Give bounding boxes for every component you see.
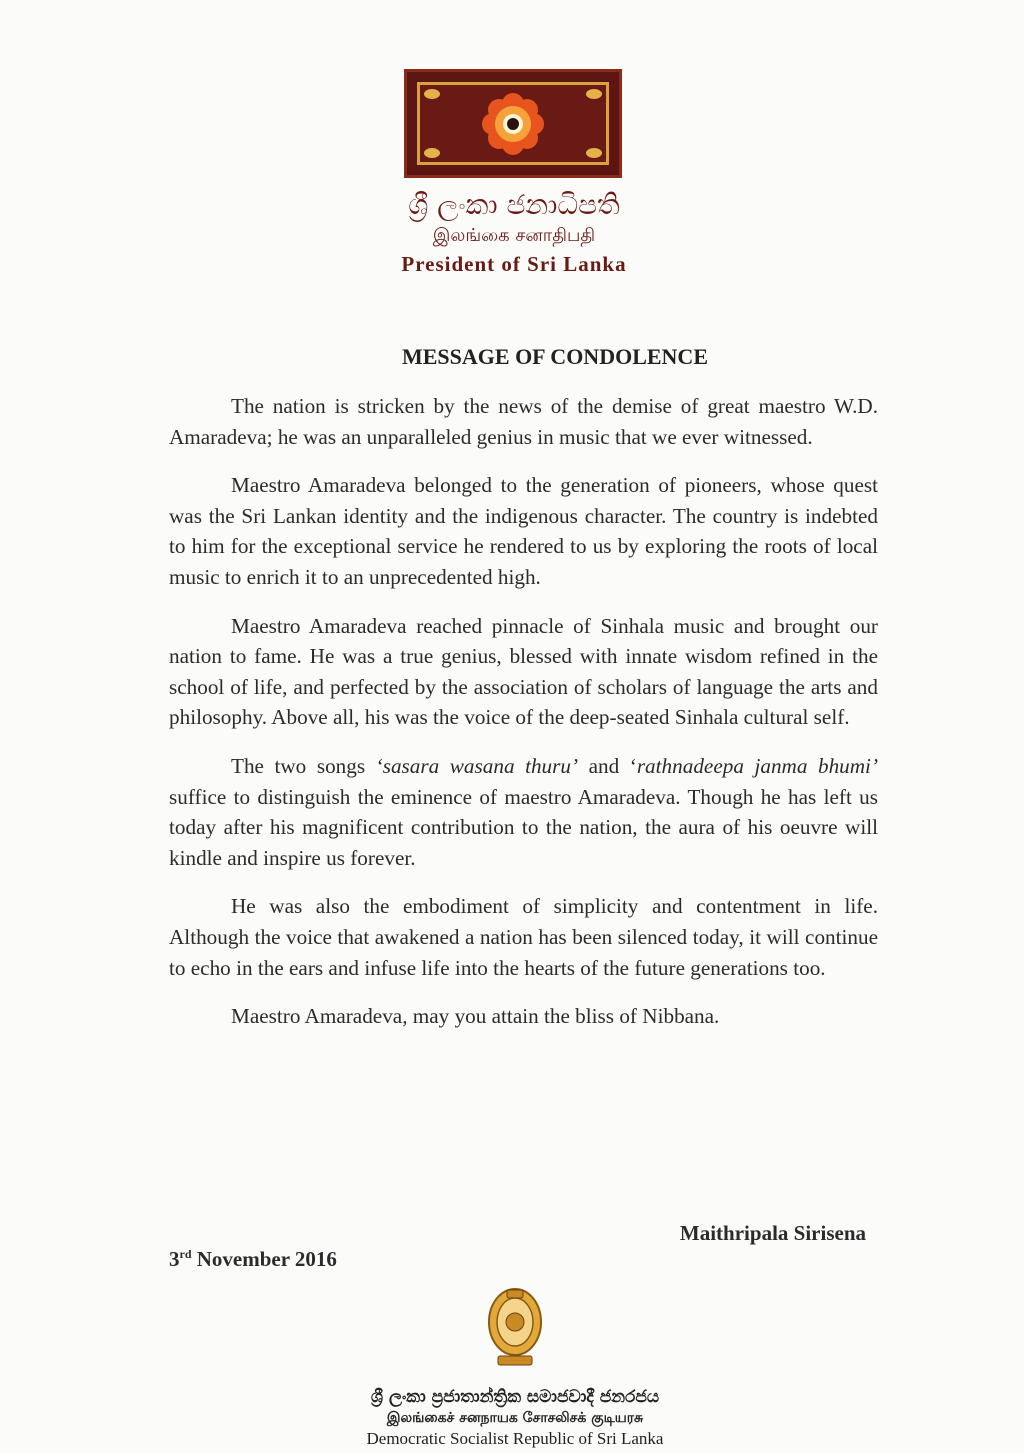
paragraph-4 (169, 751, 878, 873)
footer-tamil: இலங்கைச் சனநாயக சோசலிசக் குடியரசு (386, 1410, 644, 1426)
tamil-title: இலங்கை சனாதிபதி (432, 225, 596, 246)
footer-sinhala: ශ්‍රී ලංකා ප්‍රජාතාන්ත්‍රික සමාජවාදී ජනරජය (370, 1387, 660, 1407)
date-suffix: rd (179, 1247, 192, 1261)
song-title: ‘sasara wasana thuru’ (375, 753, 579, 778)
paragraph-6: Maestro Amaradeva, may you attain the bliss of Nibbana. (231, 1004, 720, 1029)
english-title: President of Sri Lanka (401, 252, 627, 276)
paragraph-4-text: The two songs (231, 753, 376, 778)
letter-date (169, 1247, 337, 1272)
paragraph-5: He was also the embodiment of simplicity and contentment in life. Although the voice that awakened a nation has been silenced today, it will continue to echo in the ears and infuse life into the hearts of the future generations too. (169, 894, 878, 980)
lotus-flower-icon (481, 92, 545, 156)
song-title: rathnadeepa janma bhumi’ (636, 753, 879, 778)
header-title-block (360, 188, 668, 278)
letter-body (169, 391, 878, 1050)
paragraph-4-text: and ‘ (578, 753, 637, 778)
date-day: 3 (169, 1247, 180, 1271)
date-month-year: November 2016 (191, 1247, 337, 1271)
leaf-icon (586, 89, 602, 99)
leaf-icon (424, 89, 440, 99)
paragraph-2: Maestro Amaradeva belonged to the generation of pioneers, whose quest was the Sri Lankan identity and the indigenous character. The country is indebted to him for the exceptional service he rendered to us by exploring the roots of local music to enrich it to an unprecedented high. (169, 473, 878, 589)
paragraph-3: Maestro Amaradeva reached pinnacle of Sinhala music and brought our nation to fame. He was a true genius, blessed with innate wisdom refined in the school of life, and perfected by the association of scholars of language the arts and philosophy. Above all, his was the voice of the deep-seated Sinhala cultural self. (169, 613, 878, 730)
national-emblem-icon (486, 1286, 544, 1368)
footer-english: Democratic Socialist Republic of Sri Lanka (366, 1429, 664, 1448)
footer-block (290, 1386, 740, 1450)
leaf-icon (586, 148, 602, 158)
presidential-flag-icon (404, 69, 622, 178)
paragraph-1: The nation is stricken by the news of the demise of great maestro W.D. Amaradeva; he was an unparalleled genius in music that we ever witnessed. (169, 394, 878, 449)
signature-name: Maithripala Sirisena (679, 1221, 866, 1245)
letter-heading: MESSAGE OF CONDOLENCE (401, 344, 708, 369)
sinhala-title: ශ්‍රී ලංකා ජනාධිපති (408, 188, 620, 221)
paragraph-4-text: suffice to distinguish the eminence of maestro Amaradeva. Though he has left us today after his magnificent contribution to the nation, the aura of his oeuvre will kindle and inspire us forever. (169, 784, 878, 870)
flag-border (417, 82, 609, 165)
leaf-icon (424, 148, 440, 158)
